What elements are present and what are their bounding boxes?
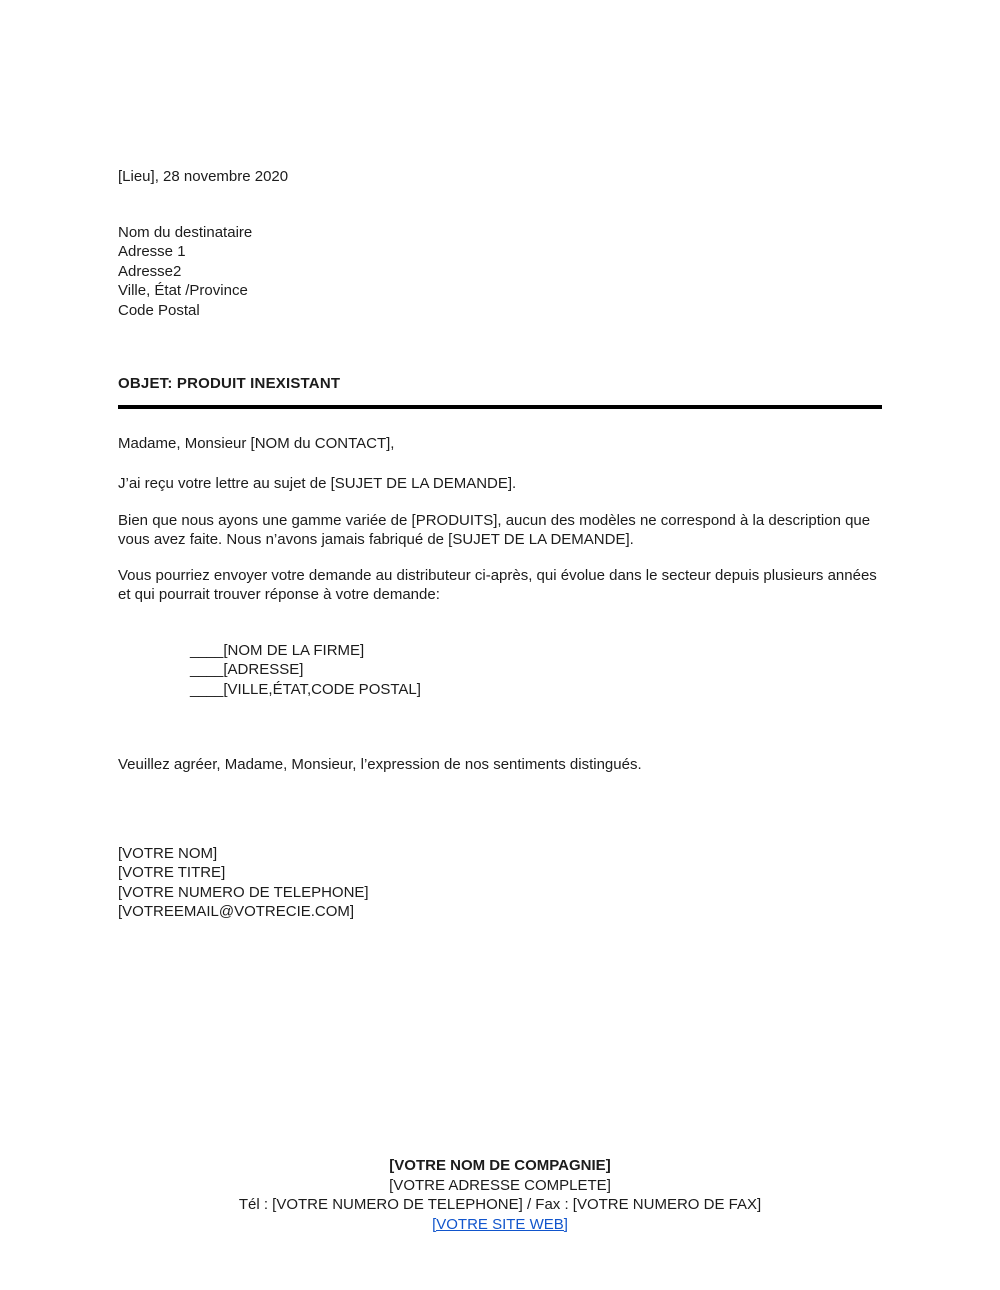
- signature-title: [VOTRE TITRE]: [118, 864, 226, 881]
- footer-website-link[interactable]: [VOTRE SITE WEB]: [432, 1215, 568, 1233]
- footer-website-row: [0, 1215, 1000, 1235]
- letter-footer: [0, 1156, 1000, 1234]
- signature-email: [VOTREEMAIL@VOTRECIE.COM]: [118, 903, 355, 920]
- distributor-city-line: ____[VILLE,ÉTAT,CODE POSTAL]: [190, 680, 421, 698]
- footer-company-address: [VOTRE ADRESSE COMPLETE]: [389, 1176, 611, 1194]
- paragraph-2: Bien que nous ayons une gamme variée de [PRODUITS], aucun des modèles ne correspond à la description que vous avez faite. Nous n’avons jamais fabriqué de [SUJET DE LA DEMANDE].: [118, 511, 871, 548]
- recipient-address-2: Adresse2: [118, 262, 182, 280]
- distributor-firm-line: ____[NOM DE LA FIRME]: [190, 641, 365, 659]
- signature-block: [118, 844, 882, 922]
- distributor-block: [190, 641, 882, 700]
- recipient-address-1: Adresse 1: [118, 243, 186, 260]
- signature-name: [VOTRE NOM]: [118, 844, 218, 862]
- recipient-city-state: Ville, État /Province: [118, 282, 248, 299]
- distributor-address-line: ____[ADRESSE]: [190, 661, 304, 678]
- paragraph-3: Vous pourriez envoyer votre demande au distributeur ci-après, qui évolue dans le secteur depuis plusieurs années et qui pourrait trouver réponse à votre demande:: [118, 566, 877, 603]
- signature-phone: [VOTRE NUMERO DE TELEPHONE]: [118, 883, 369, 901]
- paragraph-1: J’ai reçu votre lettre au sujet de [SUJET DE LA DEMANDE].: [118, 475, 517, 492]
- salutation: Madame, Monsieur [NOM du CONTACT],: [118, 434, 395, 452]
- letter-body: [118, 167, 882, 922]
- footer-company-name: [VOTRE NOM DE COMPAGNIE]: [389, 1157, 611, 1174]
- recipient-postal-code: Code Postal: [118, 301, 200, 319]
- recipient-name: Nom du destinataire: [118, 223, 253, 241]
- subject-line: OBJET: PRODUIT INEXISTANT: [118, 374, 882, 409]
- recipient-block: [118, 223, 882, 321]
- footer-phone-fax: Tél : [VOTRE NUMERO DE TELEPHONE] / Fax : [VOTRE NUMERO DE FAX]: [238, 1196, 762, 1213]
- date-line: [Lieu], 28 novembre 2020: [118, 168, 289, 185]
- closing-line: Veuillez agréer, Madame, Monsieur, l’expression de nos sentiments distingués.: [118, 756, 642, 773]
